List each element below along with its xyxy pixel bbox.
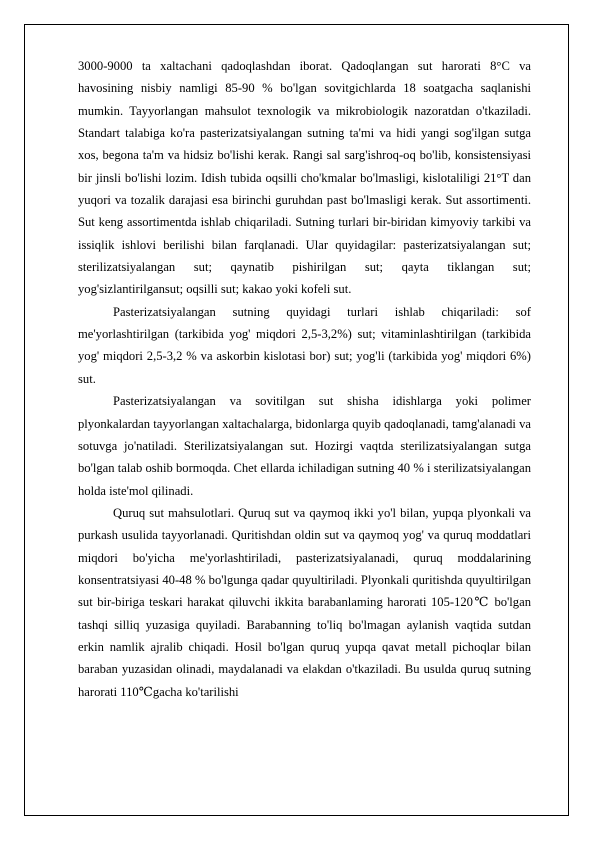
paragraph-sterilized-milk: Pasterizatsiyalangan va sovitilgan sut shisha idishlarga yoki polimer plyonkalardan tayyorlangan xaltachalarga, bidonlarga quyib qadoqlanadi, tamg'alanadi va sotuvga jo'natiladi. Sterilizatsiyalangan sut. Hozirgi vaqtda sterilizatsiyalangan sutga bo'lgan talab oshib bormoqda. Chet ellarda ichiladigan sutning 40 % i sterilizatsiyalangan holda iste'mol qilinadi. [78, 394, 531, 498]
paragraph-dry-milk-products: Quruq sut mahsulotlari. Quruq sut va qaymoq ikki yo'l bilan, yupqa plyonkali va purkash usulida tayyorlanadi. Quritishdan oldin sut va qaymoq yog' va quruq moddatlari miqdori bo'yicha me'yorlashtiriladi, pasterizatsiyalanadi, quruq moddalarining konsentratsiyasi 40-48 % bo'lgunga qadar quyultiriladi. Plyonkali quritishda quyultirilgan sut bir-biriga teskari harakat qiluvchi ikkita barabanlaming harorati 105-120℃ bo'lgan tashqi silliq yuzasiga quyiladi. Barabanning to'liq bo'lmagan aylanish vaqtida sutdan erkin namlik ajralib chiqadi. Hosil bo'lgan quruq yupqa qavat metall pichoqlar bilan baraban yuzasidan olinadi, maydalanadi va elakdan o'tkaziladi. Bu usulda quruq sutning harorati 110℃gacha ko'tarilishi [78, 505, 531, 699]
paragraph-milk-packaging-assortment: 3000-9000 ta xaltachani qadoqlashdan iborat. Qadoqlangan sut harorati 8°C va havosining nisbiy namligi 85-90 % bo'lgan sovitgichlarda 18 soatgacha saqlanishi mumkin. Tayyorlangan mahsulot texnologik va mikrobiologik nazoratdan o'tkaziladi. Standart talabiga ko'ra pasterizatsiyalangan sutning ta'mi va hidi yangi sog'ilgan sutga xos, begona ta'm va hidsiz bo'lishi kerak. Rangi sal sarg'ishroq-oq bo'lib, konsistensiyasi bir jinsli bo'lishi lozim. Idish tubida oqsilli cho'kmalar bo'lmasligi, kislotaliligi 21°T dan yuqori va tozalik darajasi esa birinchi guruhdan past bo'lmasligi kerak. Sut assortimenti. Sut keng assortimentda ishlab chiqariladi. Sutning turlari bir-biridan kimyoviy tarkibi va issiqlik ishlovi berilishi bilan farqlanadi. Ular quyidagilar: pasterizatsiyalangan sut; sterilizatsiyalangan sut; qaynatib pishirilgan sut; qayta tiklangan sut; yog'sizlantirilgansut; oqsilli sut; kakao yoki kofeli sut. [78, 59, 531, 297]
paragraph-pasteurized-milk-types: Pasterizatsiyalangan sutning quyidagi turlari ishlab chiqariladi: sof me'yorlashtirilgan (tarkibida yog' miqdori 2,5-3,2%) sut; vitaminlashtirilgan (tarkibida yog' miqdori 2,5-3,2 % va askorbin kislotasi bor) sut; yog'li (tarkibida yog' miqdori 6%) sut. [78, 304, 531, 386]
document-body [78, 55, 531, 703]
